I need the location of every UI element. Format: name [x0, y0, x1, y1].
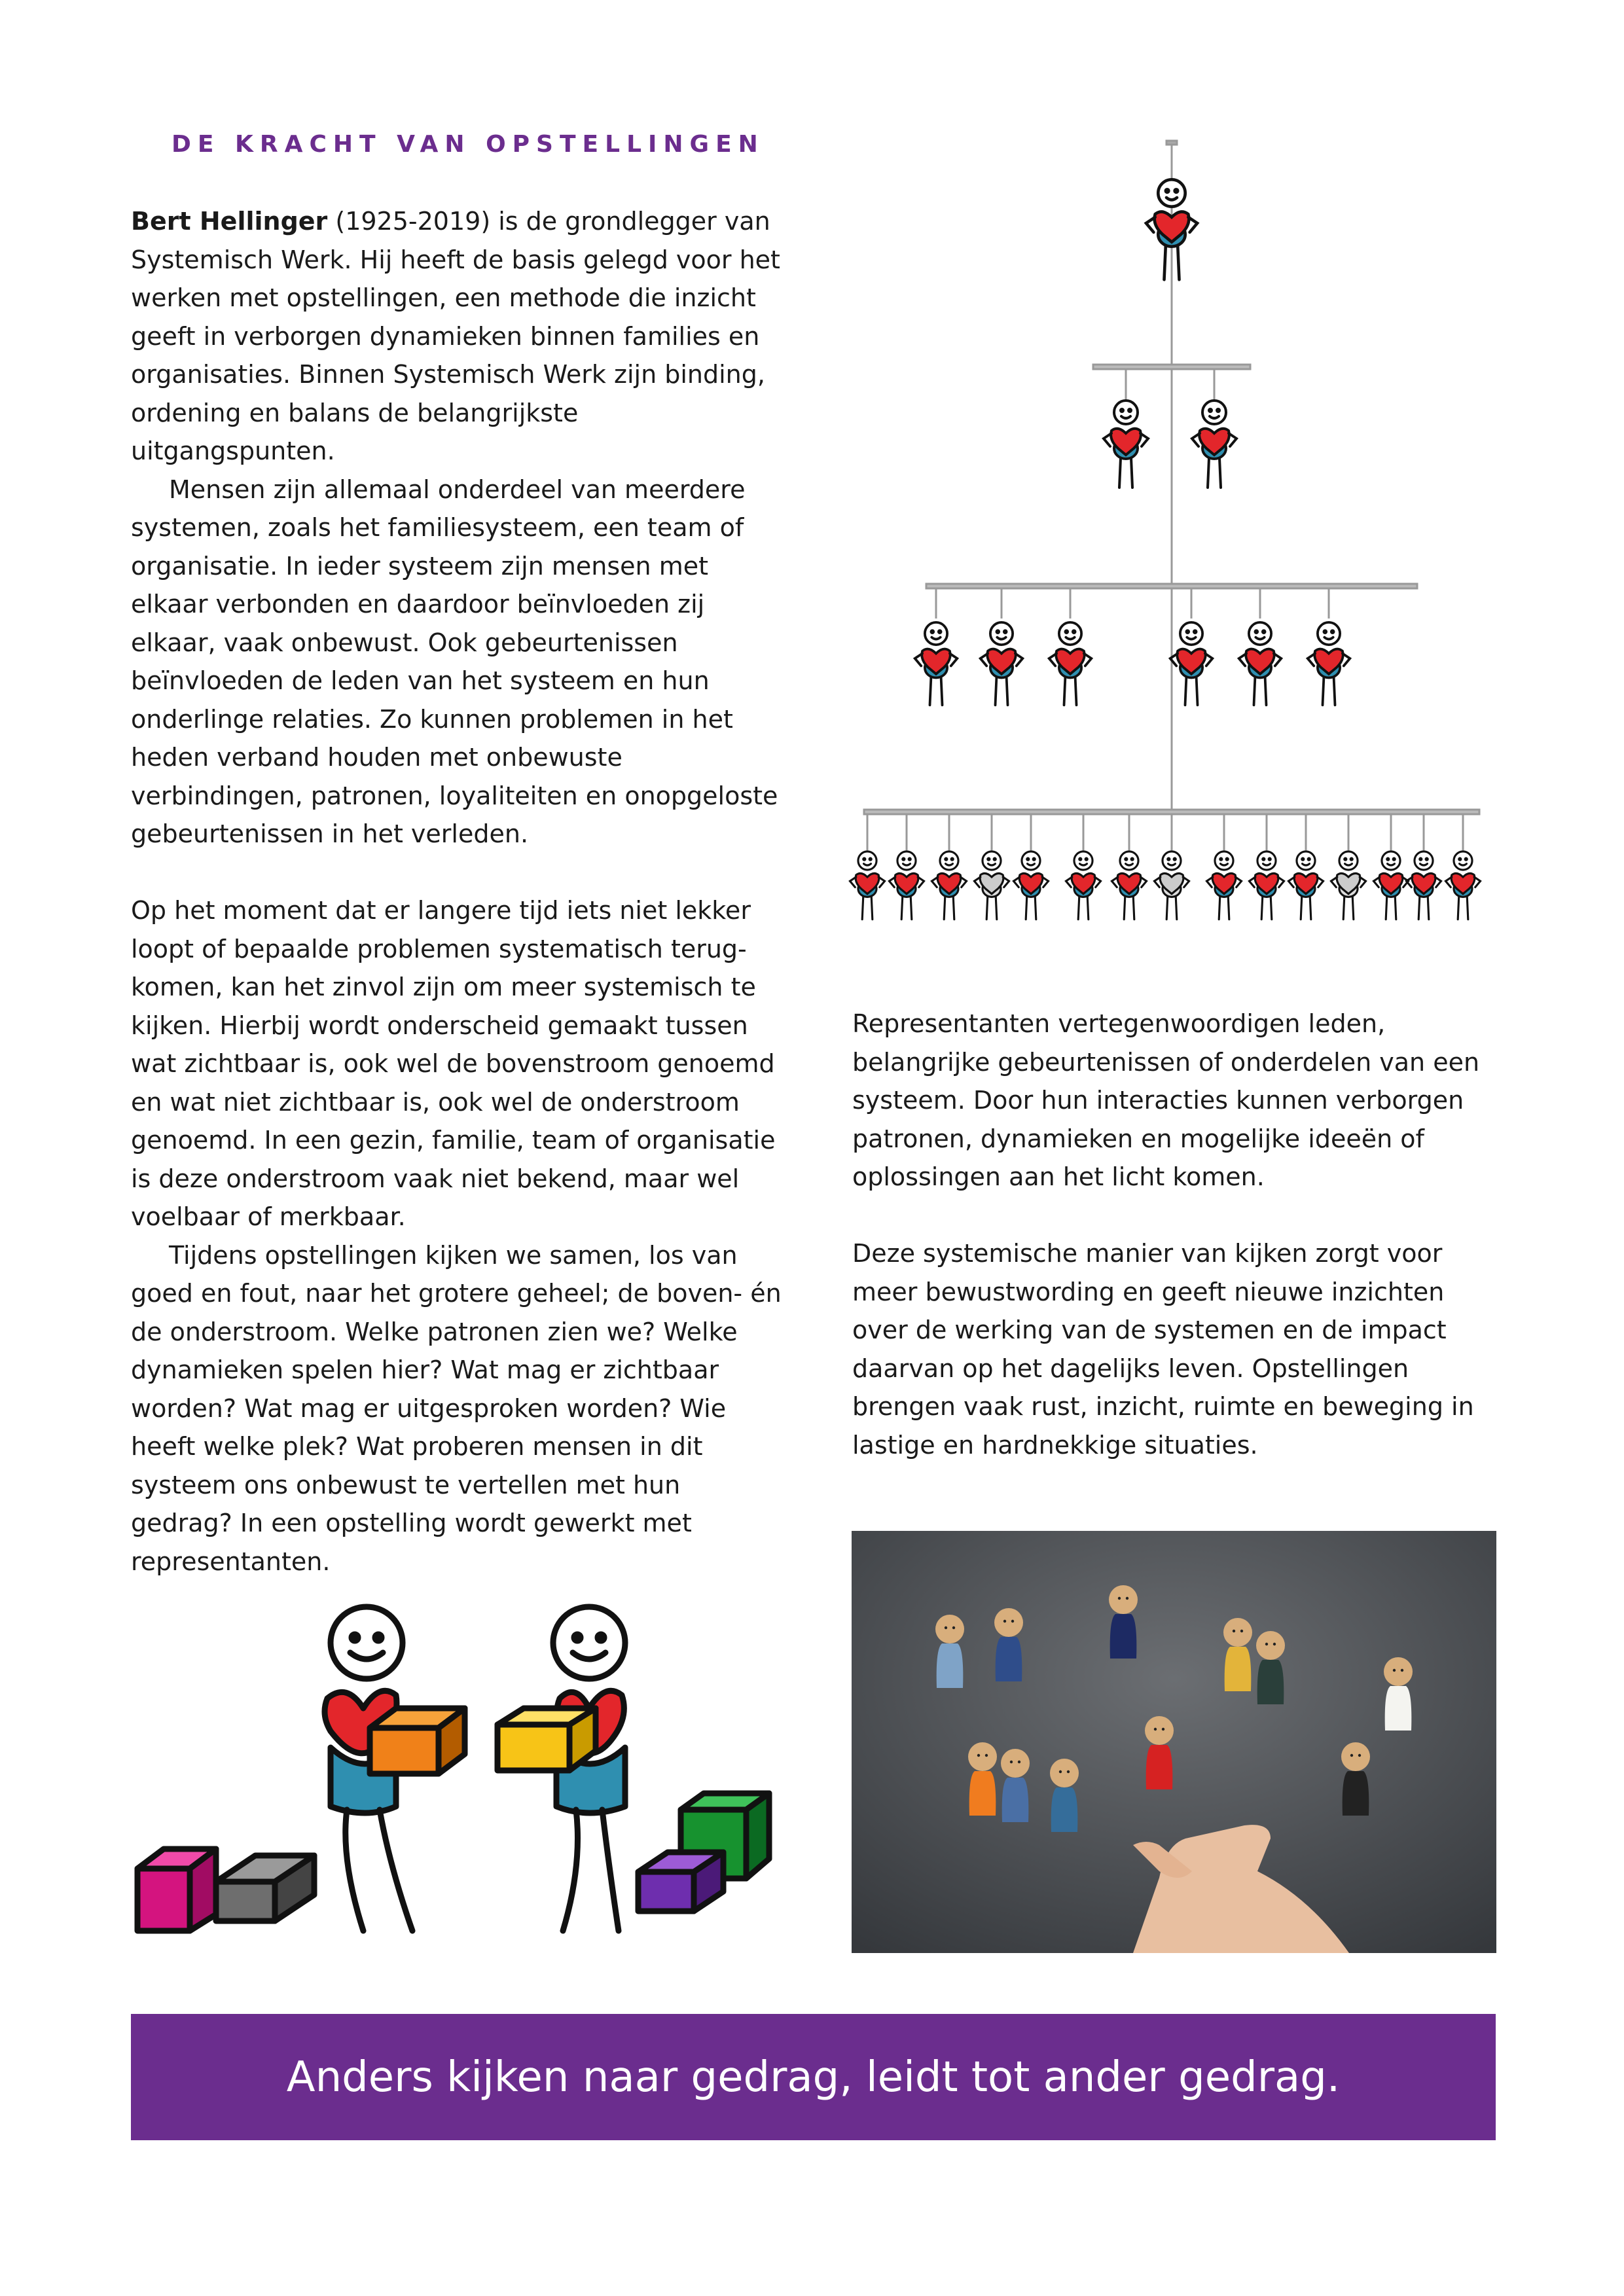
mobile-figure-grandchild [931, 852, 966, 920]
wooden-peg [935, 1615, 964, 1688]
mobile-figure-child [1239, 622, 1282, 705]
wooden-peg [1109, 1585, 1138, 1659]
intro-name: Bert Hellinger [131, 207, 328, 236]
family-mobile-illustration [844, 131, 1499, 969]
paragraph-constellations: Tijdens opstellingen kijken we samen, los van goed en fout, naar het grotere geheel; de boven- én de onderstroom. Welke patronen zien we? Welke dynamieken spelen hier? Wat mag er zichtbaar worden? Wat mag er uitgesproken worden? Wie heeft welke plek? Wat proberen mensen in dit systeem ons onbewust te vertellen met hun gedrag? In een opstelling wordt gewerkt met representanten. [131, 1240, 782, 1576]
orange-box [370, 1708, 465, 1774]
wooden-peg [1050, 1759, 1079, 1832]
constellation-photo [852, 1531, 1496, 1953]
wooden-peg [1001, 1749, 1030, 1822]
mobile-figure-child [1049, 622, 1092, 705]
mobile-figure-grandchild [1249, 852, 1284, 920]
intro-text: (1925-2019) is de grondlegger van Systemisch Werk. Hij heeft de basis gelegd voor het werken met opstellingen, een methode die inzicht geeft in verborgen dynamieken binnen families en organisaties. Binnen Systemisch Werk zijn binding, ordening en balans de belangrijkste uitgangspunten. [131, 207, 780, 465]
paragraph-representatives: Representanten vertegenwoordigen leden, belangrijke gebeurtenissen of onderdelen van een systeem. Door hun interacties kunnen verborgen patronen, dynamieken en mogelijke ideeën of oplossingen aan het licht komen. [852, 1009, 1480, 1191]
quote-text: Anders kijken naar gedrag, leidt tot ander gedrag. [286, 2053, 1341, 2102]
right-column [852, 1005, 1507, 1464]
mobile-figure-grandchild [1406, 852, 1441, 920]
mobile-figure-grandchild [1206, 852, 1241, 920]
mobile-figure-grandchild [1066, 852, 1100, 920]
wooden-peg [968, 1742, 997, 1816]
wooden-peg [1384, 1657, 1413, 1731]
mobile-figure-child [1308, 622, 1350, 705]
wooden-peg [1341, 1742, 1370, 1816]
mobile-figure-grandchild [1154, 852, 1189, 920]
paragraph-systems: Mensen zijn allemaal onderdeel van meerdere systemen, zoals het familiesysteem, een team of organisatie. In ieder systeem zijn mensen met elkaar verbonden en daardoor beïnvloeden zij elkaar, vaak onbewust. Ook gebeurtenissen beïnvloeden de leden van het systeem en hun onderlinge relaties. Zo kunnen problemen in het heden verband houden met onbewuste verbindingen, patronen, loyaliteiten en onopgeloste gebeurtenissen in het verleden. [131, 475, 778, 848]
left-column [131, 202, 785, 1581]
pink-box [137, 1849, 216, 1931]
quote-banner [131, 2014, 1496, 2140]
mobile-figure-child [1170, 622, 1213, 705]
yellow-box [497, 1708, 596, 1770]
section-heading: DE KRACHT VAN OPSTELLINGEN [171, 131, 765, 158]
box-exchange-illustration [131, 1584, 785, 1950]
mobile-figure-grandchild [889, 852, 924, 920]
paragraph-awareness: Deze systemische manier van kijken zorgt voor meer bewustwording en geeft nieuwe inzichten over de werking van de systemen en de impact daarvan op het dagelijks leven. Opstellingen brengen vaak rust, inzicht, ruimte en beweging in lastige en hardnekkige situaties. [852, 1239, 1474, 1460]
mobile-figure-grandchild [1288, 852, 1323, 920]
paragraph-undercurrent: Op het moment dat er langere tijd iets niet lekker loopt of bepaalde problemen systematisch terug-komen, kan het zinvol zijn om meer systemisch te kijken. Hierbij wordt onderscheid gemaakt tussen wat zichtbaar is, ook wel de bovenstroom genoemd en wat niet zichtbaar is, ook wel de onderstroom genoemd. In een gezin, familie, team of organisatie is deze onderstroom vaak niet bekend, maar wel voelbaar of merkbaar. [131, 896, 776, 1231]
mobile-figure-grandchild [1445, 852, 1480, 920]
wooden-peg [1223, 1618, 1252, 1691]
mobile-figure-grandchild [974, 852, 1009, 920]
mobile-figure-grandchild [1013, 852, 1048, 920]
grey-box [216, 1856, 314, 1921]
mobile-figure-parent [1192, 401, 1236, 488]
mobile-figure-child [981, 622, 1023, 705]
mobile-figure-child [915, 622, 958, 705]
mobile-figure-grandchild [850, 852, 884, 920]
purple-box [638, 1852, 723, 1911]
mobile-figure-grandchild [1111, 852, 1146, 920]
wooden-peg [1256, 1631, 1285, 1704]
mobile-figure-grandchild [1331, 852, 1365, 920]
mobile-figure-parent [1104, 401, 1148, 488]
wooden-peg [994, 1608, 1023, 1681]
wooden-peg [1145, 1716, 1174, 1789]
mobile-figure-grandchild [1373, 852, 1408, 920]
intro-paragraph [131, 202, 785, 471]
